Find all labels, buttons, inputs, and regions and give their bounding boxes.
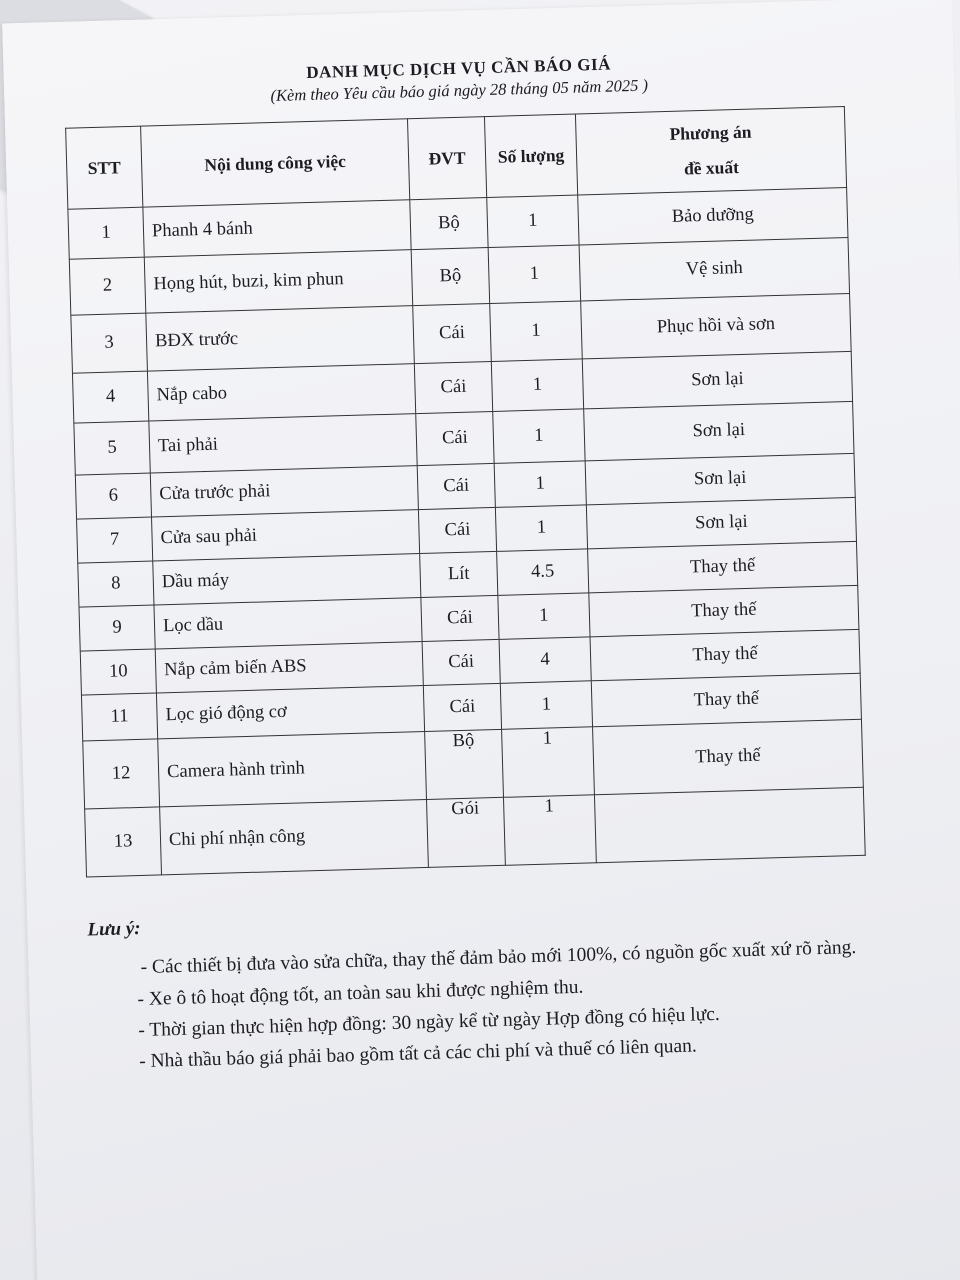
cell-unit: Cái bbox=[418, 507, 496, 553]
note-item: - Nhà thầu báo giá phải bao gồm tất cả các chi phí và thuế có liên quan. bbox=[138, 1035, 698, 1073]
cell-stt: 12 bbox=[83, 739, 160, 809]
header-task: Nội dung công việc bbox=[141, 119, 410, 207]
cell-unit: Gói bbox=[427, 797, 506, 867]
cell-quantity: 4.5 bbox=[497, 549, 589, 596]
cell-plan: Sơn lại bbox=[582, 351, 852, 408]
cell-unit: Cái bbox=[421, 595, 499, 641]
cell-plan: Thay thế bbox=[590, 629, 860, 680]
notes-title: Lưu ý: bbox=[87, 918, 141, 941]
cell-stt: 1 bbox=[68, 207, 144, 259]
cell-task: Chi phí nhận công bbox=[160, 799, 429, 874]
cell-stt: 10 bbox=[80, 649, 156, 695]
cell-task: Dầu máy bbox=[153, 554, 421, 605]
cell-quantity: 4 bbox=[499, 637, 591, 684]
cell-quantity: 1 bbox=[502, 727, 595, 798]
cell-stt: 13 bbox=[85, 807, 162, 877]
cell-plan: Phục hồi và sơn bbox=[581, 293, 852, 358]
cell-quantity: 1 bbox=[503, 795, 596, 866]
cell-plan: Thay thế bbox=[588, 541, 858, 592]
cell-stt: 9 bbox=[79, 605, 155, 651]
cell-plan: Sơn lại bbox=[584, 401, 854, 460]
table-body bbox=[68, 188, 865, 877]
cell-stt: 7 bbox=[77, 517, 153, 563]
cell-plan: Vệ sinh bbox=[579, 237, 849, 300]
cell-task: Nắp cảm biến ABS bbox=[155, 642, 423, 693]
cell-task: Lọc gió động cơ bbox=[156, 686, 424, 739]
cell-task: BĐX trước bbox=[146, 306, 415, 371]
document-sheet bbox=[2, 0, 960, 1280]
cell-plan: Bảo dưỡng bbox=[578, 188, 848, 245]
cell-plan: Thay thế bbox=[591, 673, 861, 726]
cell-task: Nắp cabo bbox=[147, 364, 415, 421]
note-item: - Thời gian thực hiện hợp đồng: 30 ngày kể từ ngày Hợp đồng có hiệu lực. bbox=[138, 1003, 721, 1041]
cell-plan bbox=[594, 787, 865, 862]
cell-plan: Sơn lại bbox=[585, 453, 855, 504]
cell-task: Cửa trước phải bbox=[150, 466, 418, 517]
header-unit: ĐVT bbox=[407, 117, 486, 200]
cell-plan: Thay thế bbox=[589, 585, 859, 636]
cell-plan: Thay thế bbox=[593, 719, 864, 794]
cell-unit: Bộ bbox=[425, 729, 504, 799]
cell-task: Cửa sau phải bbox=[152, 510, 420, 561]
cell-stt: 6 bbox=[75, 473, 151, 519]
note-item: - Xe ô tô hoạt động tốt, an toàn sau khi được nghiệm thu. bbox=[137, 976, 584, 1010]
cell-quantity: 1 bbox=[498, 593, 590, 640]
document-subtitle: (Kèm theo Yêu cầu báo giá ngày 28 tháng 05 năm 2025 ) bbox=[270, 75, 649, 106]
cell-quantity: 1 bbox=[500, 681, 592, 730]
header-plan-line1: Phương án bbox=[669, 121, 752, 144]
cell-quantity: 1 bbox=[493, 409, 585, 464]
document-title: DANH MỤC DỊCH VỤ CẦN BÁO GIÁ bbox=[306, 54, 612, 83]
cell-unit: Cái bbox=[417, 463, 495, 509]
cell-quantity: 1 bbox=[487, 195, 579, 248]
cell-unit: Bộ bbox=[410, 198, 488, 250]
cell-unit: Bộ bbox=[411, 248, 490, 306]
notes-section bbox=[87, 893, 881, 1078]
cell-stt: 11 bbox=[81, 693, 157, 741]
cell-task: Tai phải bbox=[149, 414, 417, 473]
cell-task: Họng hút, buzi, kim phun bbox=[144, 250, 412, 313]
header-stt: STT bbox=[66, 126, 143, 209]
cell-stt: 8 bbox=[78, 561, 154, 607]
cell-task: Lọc dầu bbox=[154, 598, 422, 649]
header-quantity: Số lượng bbox=[484, 114, 577, 198]
cell-quantity: 1 bbox=[491, 359, 583, 412]
services-table bbox=[65, 106, 866, 877]
cell-unit: Cái bbox=[416, 411, 494, 465]
cell-unit: Cái bbox=[422, 639, 500, 685]
cell-unit: Cái bbox=[423, 683, 501, 731]
cell-plan: Sơn lại bbox=[586, 497, 856, 548]
header-plan-line2: đề xuất bbox=[683, 157, 740, 179]
cell-unit: Lít bbox=[420, 551, 498, 597]
cell-quantity: 1 bbox=[494, 461, 586, 508]
cell-unit: Cái bbox=[414, 361, 492, 413]
document-content bbox=[63, 48, 881, 1079]
cell-quantity: 1 bbox=[495, 505, 587, 552]
cell-stt: 4 bbox=[72, 371, 148, 423]
cell-quantity: 1 bbox=[490, 301, 583, 362]
header-plan bbox=[575, 107, 846, 195]
cell-quantity: 1 bbox=[488, 245, 581, 304]
cell-unit: Cái bbox=[413, 304, 492, 364]
note-item: - Các thiết bị đưa vào sửa chữa, thay thế đảm bảo mới 100%, có nguồn gốc xuất xứ rõ ràng. bbox=[140, 937, 857, 979]
cell-stt: 5 bbox=[74, 421, 150, 475]
cell-task: Phanh 4 bánh bbox=[143, 200, 411, 257]
cell-stt: 3 bbox=[71, 313, 148, 373]
cell-task: Camera hành trình bbox=[158, 731, 427, 806]
cell-stt: 2 bbox=[69, 257, 146, 315]
